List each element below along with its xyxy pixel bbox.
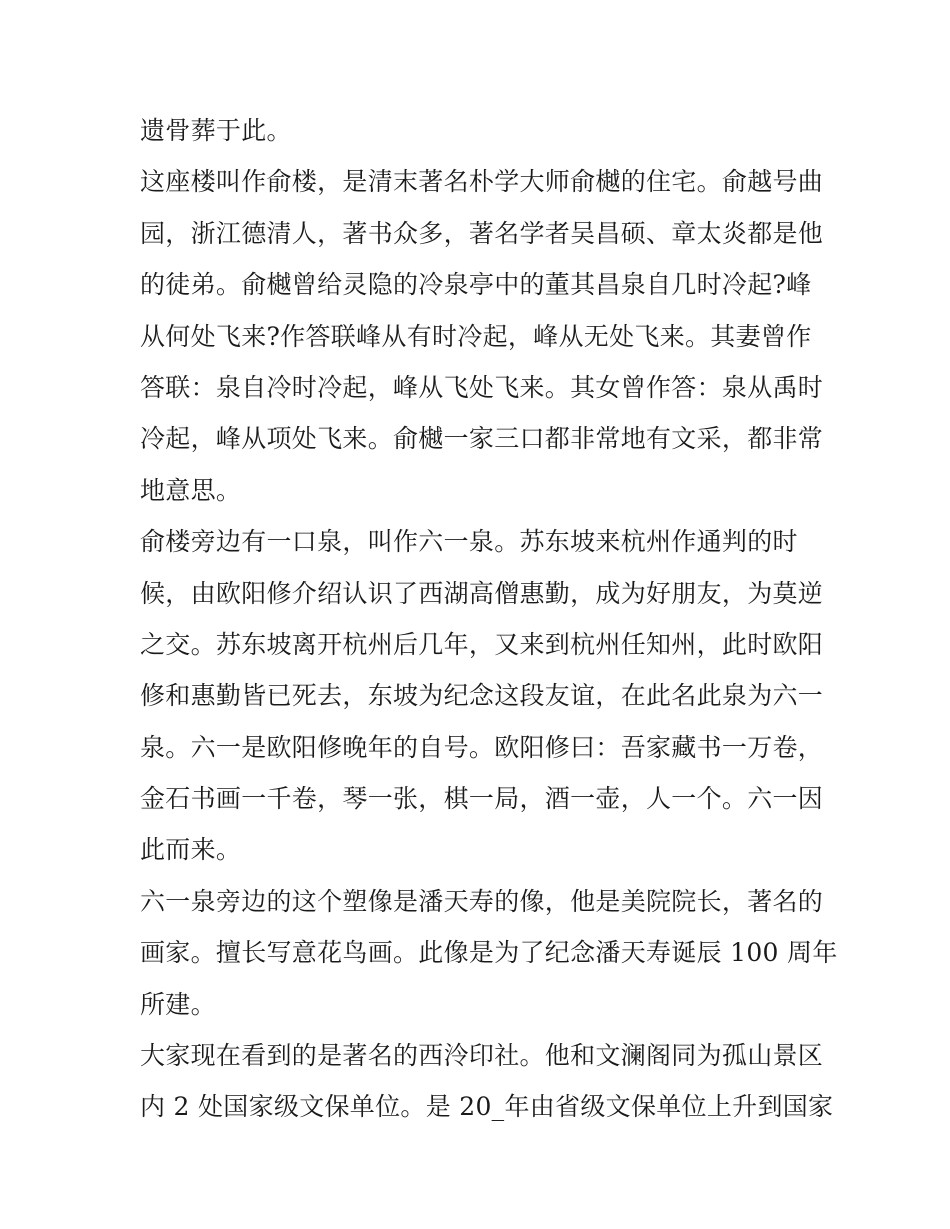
text-line: 之交。苏东坡离开杭州后几年，又来到杭州任知州，此时欧阳 (140, 629, 824, 659)
text-line: 所建。 (140, 989, 216, 1019)
text-line: 画家。擅长写意花鸟画。此像是为了纪念潘天寿诞辰 100 周年 (140, 938, 838, 968)
text-line: 俞楼旁边有一口泉，叫作六一泉。苏东坡来杭州作通判的时 (140, 527, 798, 557)
text-line: 答联：泉自冷时冷起，峰从飞处飞来。其女曾作答：泉从禹时 (140, 372, 824, 402)
text-line: 这座楼叫作俞楼，是清末著名朴学大师俞樾的住宅。俞越号曲 (140, 167, 824, 197)
text-line: 的徒弟。俞樾曾给灵隐的冷泉亭中的董其昌泉自几时冷起?峰 (140, 270, 812, 300)
document-body (140, 105, 838, 1133)
text-line: 冷起，峰从项处飞来。俞樾一家三口都非常地有文采，都非常 (140, 424, 824, 454)
text-line: 此而来。 (140, 835, 242, 865)
text-line: 泉。六一是欧阳修晚年的自号。欧阳修曰：吾家藏书一万卷， (140, 732, 824, 762)
text-line: 六一泉旁边的这个塑像是潘天寿的像，他是美院院长，著名的 (140, 886, 824, 916)
text-line: 修和惠勤皆已死去，东坡为纪念这段友谊，在此名此泉为六一 (140, 681, 824, 711)
text-line: 从何处飞来?作答联峰从有时冷起，峰从无处飞来。其妻曾作 (140, 321, 812, 351)
text-line: 地意思。 (140, 475, 242, 505)
text-line: 金石书画一千卷，琴一张，棋一局，酒一壶，人一个。六一因 (140, 784, 824, 814)
text-line: 遗骨葬于此。 (140, 116, 292, 145)
text-line: 大家现在看到的是著名的西泠印社。他和文澜阁同为孤山景区 (140, 1041, 824, 1071)
text-line: 候，由欧阳修介绍认识了西湖高僧惠勤，成为好朋友，为莫逆 (140, 578, 824, 608)
text-line: 园，浙江德清人，著书众多，著名学者吴昌硕、章太炎都是他 (140, 218, 824, 248)
text-line: 内 2 处国家级文保单位。是 20_年由省级文保单位上升到国家 (140, 1092, 834, 1122)
